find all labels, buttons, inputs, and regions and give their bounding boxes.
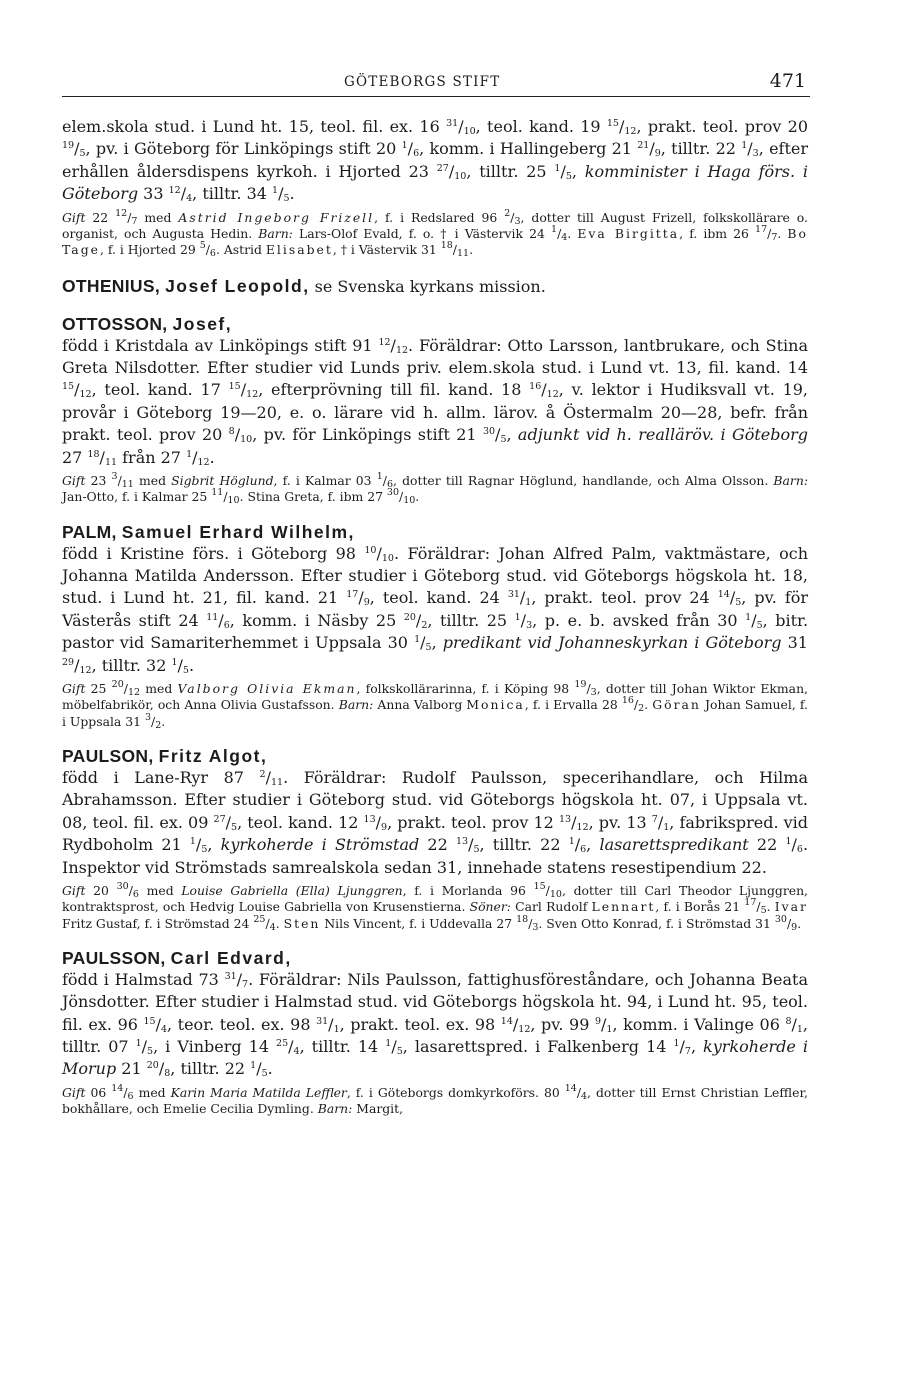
entry-surname: PAULSON, xyxy=(62,745,154,766)
entry-family: Gift 25 $^{20}/_{12}$ med Valborg Olivia Ekman, folkskollärarinna, f. i Köping 98 $^{19}/_3$, dotter till Johan Wiktor Ekman, möbelfabrikör, och Anna Olivia Gustafsson. Barn: Anna Valborg Monica, f. i Ervalla 28 $^{16}/_2$. Göran Johan Samuel, f. i Uppsala 31 $^3/_2$. xyxy=(62,678,808,731)
entry-text: född i Kristdala av Linköpings stift 91 $^{12}/_{12}$. Föräldrar: Otto Larsson, lantbrukare, och Stina Greta Nilsdotter. Efter studier vid Lunds priv. elem.skola stud. i Lund vt. 13, fil. kand. 14 $^{15}/_{12}$, teol. kand. 17 $^{15}/_{12}$, efterprövning till fil. kand. 18 $^{16}/_{12}$, v. lektor i Hudiksvall vt. 19, provår i Göteborg 19—20, e. o. lärare vid h. allm. lärov. å Östermalm 20—28, befr. från prakt. teol. prov 20 $^8/_{10}$, pv. för Linköpings stift 21 $^{30}/_5$, adjunkt vid h. realläröv. i Göteborg 27 $^{18}/_{11}$ från 27 $^1/_{12}$. xyxy=(62,335,809,468)
entry-surname: PAULSSON, xyxy=(62,947,166,968)
entry-given-name: Josef Leopold, xyxy=(165,275,310,296)
entry-othenius xyxy=(62,275,808,298)
entry-surname: PALM, xyxy=(62,521,117,542)
entry-text: född i Kristine förs. i Göteborg 98 $^{10}/_{10}$. Föräldrar: Johan Alfred Palm, vaktmästare, och Johanna Matilda Andersson. Efter studier i Göteborg stud. vid Göteborgs högskola ht. 18, stud. i Lund ht. 21, fil. kand. 21 $^{17}/_9$, teol. kand. 24 $^{31}/_1$, prakt. teol. prov 24 $^{14}/_5$, pv. för Västerås stift 24 $^{11}/_6$, komm. i Näsby 25 $^{20}/_2$, tilltr. 25 $^1/_3$, p. e. b. avsked från 30 $^1/_5$, bitr. pastor vid Samariterhemmet i Uppsala 30 $^1/_5$, predikant vid Johanneskyrkan i Göteborg 31 $^{29}/_{12}$, tilltr. 32 $^1/_5$. xyxy=(62,543,809,676)
entry-text: elem.skola stud. i Lund ht. 15, teol. fil. ex. 16 $^{31}/_{10}$, teol. kand. 19 $^{15}/_{12}$, prakt. teol. prov 20 $^{19}/_5$, pv. i Göteborg för Linköpings stift 20 $^1/_6$, komm. i Hallingeberg 21 $^{21}/_9$, tilltr. 22 $^1/_3$, efter erhållen åldersdispens kyrkoh. i Hjorted 23 $^{27}/_{10}$, tilltr. 25 $^1/_5$, komminister i Haga förs. i Göteborg 33 $^{12}/_4$, tilltr. 34 $^1/_5$. xyxy=(62,117,809,205)
page-body xyxy=(62,116,808,1117)
entry-given-name: Carl Edvard, xyxy=(170,947,292,968)
entry-text: se Svenska kyrkans mission. xyxy=(314,276,546,296)
entry-family: Gift 23 $^3/_{11}$ med Sigbrit Höglund, f. i Kalmar 03 $^1/_6$, dotter till Ragnar Höglund, handlande, och Alma Olsson. Barn: Jan-Otto, f. i Kalmar 25 $^{11}/_{10}$. Stina Greta, f. ibm 27 $^{30}/_{10}$. xyxy=(62,470,808,507)
entry-paulson xyxy=(62,746,808,932)
entry-family: Gift 06 $^{14}/_6$ med Karin Maria Matilda Leffler, f. i Göteborgs domkyrkoförs. 80 $^{14}/_4$, dotter till Ernst Christian Leffler, bokhållare, och Emelie Cecilia Dymling. Barn: Margit, xyxy=(62,1082,808,1117)
entry-given-name: Fritz Algot, xyxy=(158,745,268,766)
page-header xyxy=(62,60,810,97)
entry-line xyxy=(62,275,808,298)
entry-given-name: Josef, xyxy=(172,313,233,334)
entry-paulsson xyxy=(62,948,808,1118)
entry-text: född i Halmstad 73 $^{31}/_7$. Föräldrar: Nils Paulsson, fattighusföreståndare, och Johanna Beata Jönsdotter. Efter studier i Halmstad stud. vid Göteborgs högskola ht. 94, i Lund ht. 95, teol. fil. ex. 96 $^{15}/_4$, teor. teol. ex. 98 $^{31}/_1$, prakt. teol. ex. 98 $^{14}/_{12}$, pv. 99 $^9/_1$, komm. i Valinge 06 $^8/_1$, tilltr. 07 $^1/_5$, i Vinberg 14 $^{25}/_4$, tilltr. 14 $^1/_5$, lasarettspred. i Falkenberg 14 $^1/_7$, kyrkoherde i Morup 21 $^{20}/_8$, tilltr. 22 $^1/_5$. xyxy=(62,969,809,1080)
entry-given-name: Samuel Erhard Wilhelm, xyxy=(121,521,355,542)
entry-ottosson xyxy=(62,314,808,506)
running-title: GÖTEBORGS STIFT xyxy=(344,74,501,90)
entry-palm xyxy=(62,522,808,730)
entry-text: född i Lane-Ryr 87 $^2/_{11}$. Föräldrar: Rudolf Paulsson, specerihandlare, och Hilma Abrahamsson. Efter studier i Göteborg stud. vid Göteborgs högskola ht. 07, i Uppsala vt. 08, teol. fil. ex. 09 $^{27}/_5$, teol. kand. 12 $^{13}/_9$, prakt. teol. prov 12 $^{13}/_{12}$, pv. 13 $^7/_1$, fabrikspred. vid Rydboholm 21 $^1/_5$, kyrkoherde i Strömstad 22 $^{13}/_5$, tilltr. 22 $^1/_6$, lasarettspredikant 22 $^1/_6$. Inspektor vid Strömstads samrealskola sedan 31, innehade statens resestipendium 22. xyxy=(62,767,809,877)
entry-surname: OTHENIUS, xyxy=(62,275,160,296)
page-number: 471 xyxy=(769,70,806,92)
entry-surname: OTTOSSON, xyxy=(62,313,168,334)
entry-family: Gift 20 $^{30}/_6$ med Louise Gabriella (Ella) Ljunggren, f. i Morlanda 96 $^{15}/_{10}$, dotter till Carl Theodor Ljunggren, kontraktsprost, och Hedvig Louise Gabriella von Krusenstierna. Söner: Carl Rudolf Lennart, f. i Borås 21 $^{17}/_5$. Ivar Fritz Gustaf, f. i Strömstad 24 $^{25}/_4$. Sten Nils Vincent, f. i Uddevalla 27 $^{18}/_3$. Sven Otto Konrad, f. i Strömstad 31 $^{30}/_9$. xyxy=(62,880,808,933)
entry-family: Gift 22 $^{12}/_7$ med Astrid Ingeborg Frizell, f. i Redslared 96 $^2/_3$, dotter till August Frizell, folkskollärare o. organist, och Augusta Hedin. Barn: Lars-Olof Evald, f. o. † i Västervik 24 $^1/_4$. Eva Birgitta, f. ibm 26 $^{17}/_7$. Bo Tage, f. i Hjorted 29 $^5/_6$. Astrid Elisabet, † i Västervik 31 $^{18}/_{11}$. xyxy=(62,207,808,260)
entry-continuation xyxy=(62,116,808,259)
